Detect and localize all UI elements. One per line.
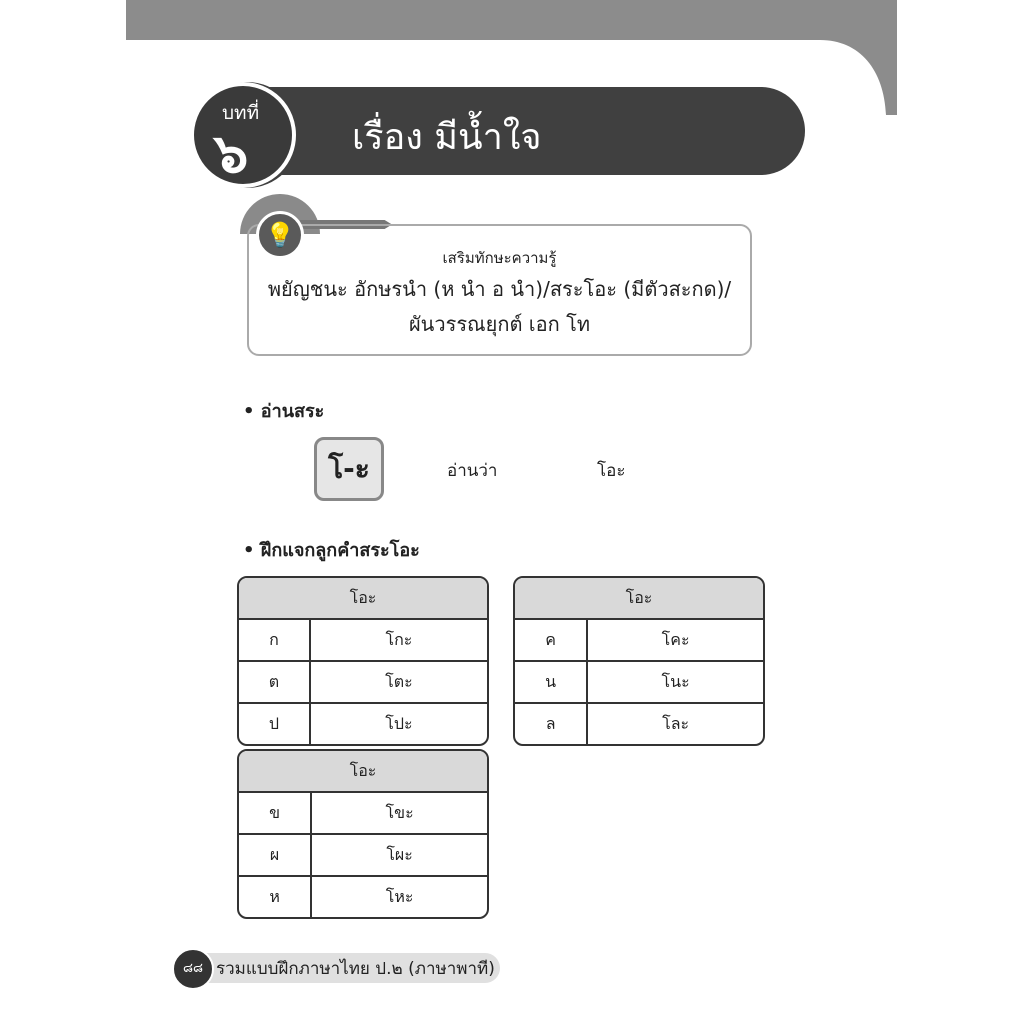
consonant-cell: ล	[515, 702, 586, 744]
section-heading-read: • อ่านสระ	[243, 401, 325, 422]
word-cell: โผะ	[310, 833, 487, 875]
word-cell: โละ	[586, 702, 763, 744]
vowel-card: โ-ะ	[314, 437, 384, 501]
knowledge-line-2: ผันวรรณยุกต์ เอก โท	[408, 312, 591, 336]
word-cell: โหะ	[310, 875, 487, 917]
table-row	[515, 702, 763, 744]
table-row	[239, 618, 487, 660]
knowledge-subtitle: เสริมทักษะความรู้	[442, 249, 557, 267]
lesson-number: ๖	[214, 122, 249, 185]
word-table	[237, 576, 489, 746]
top-decor-curve	[820, 40, 897, 115]
consonant-cell: ผ	[239, 833, 310, 875]
consonant-cell: ค	[515, 618, 586, 660]
read-as-label: อ่านว่า	[447, 461, 498, 481]
book-title: รวมแบบฝึกภาษาไทย ป.๒ (ภาษาพาที)	[216, 959, 495, 979]
word-cell: โปะ	[309, 702, 487, 744]
consonant-cell: ก	[239, 618, 309, 660]
table-row	[239, 833, 487, 875]
table-row	[239, 875, 487, 917]
table-header: โอะ	[239, 751, 487, 791]
word-cell: โขะ	[310, 791, 487, 833]
table-header: โอะ	[515, 578, 763, 618]
lightbulb-icon: 💡	[256, 211, 304, 259]
page-title: เรื่อง มีน้ำใจ	[352, 117, 542, 158]
word-cell: โตะ	[309, 660, 487, 702]
consonant-cell: ป	[239, 702, 309, 744]
word-table	[237, 749, 489, 919]
word-cell: โคะ	[586, 618, 763, 660]
table-row	[515, 618, 763, 660]
consonant-cell: ต	[239, 660, 309, 702]
section-heading-practice: • ฝึกแจกลูกคำสระโอะ	[243, 540, 420, 561]
word-cell: โนะ	[586, 660, 763, 702]
word-cell: โกะ	[309, 618, 487, 660]
table-row	[515, 660, 763, 702]
lesson-label: บทที่	[222, 102, 260, 124]
knowledge-line-1: พยัญชนะ อักษรนำ (ห นำ อ นำ)/สระโอะ (มีตัวสะกด)/	[267, 277, 732, 301]
consonant-cell: ข	[239, 791, 310, 833]
table-row	[239, 702, 487, 744]
page-number: ๘๘	[172, 948, 214, 990]
consonant-cell: น	[515, 660, 586, 702]
table-row	[239, 660, 487, 702]
table-row	[239, 791, 487, 833]
top-decor-bar	[126, 0, 897, 40]
table-header: โอะ	[239, 578, 487, 618]
consonant-cell: ห	[239, 875, 310, 917]
word-table	[513, 576, 765, 746]
read-as-value: โอะ	[597, 461, 626, 481]
